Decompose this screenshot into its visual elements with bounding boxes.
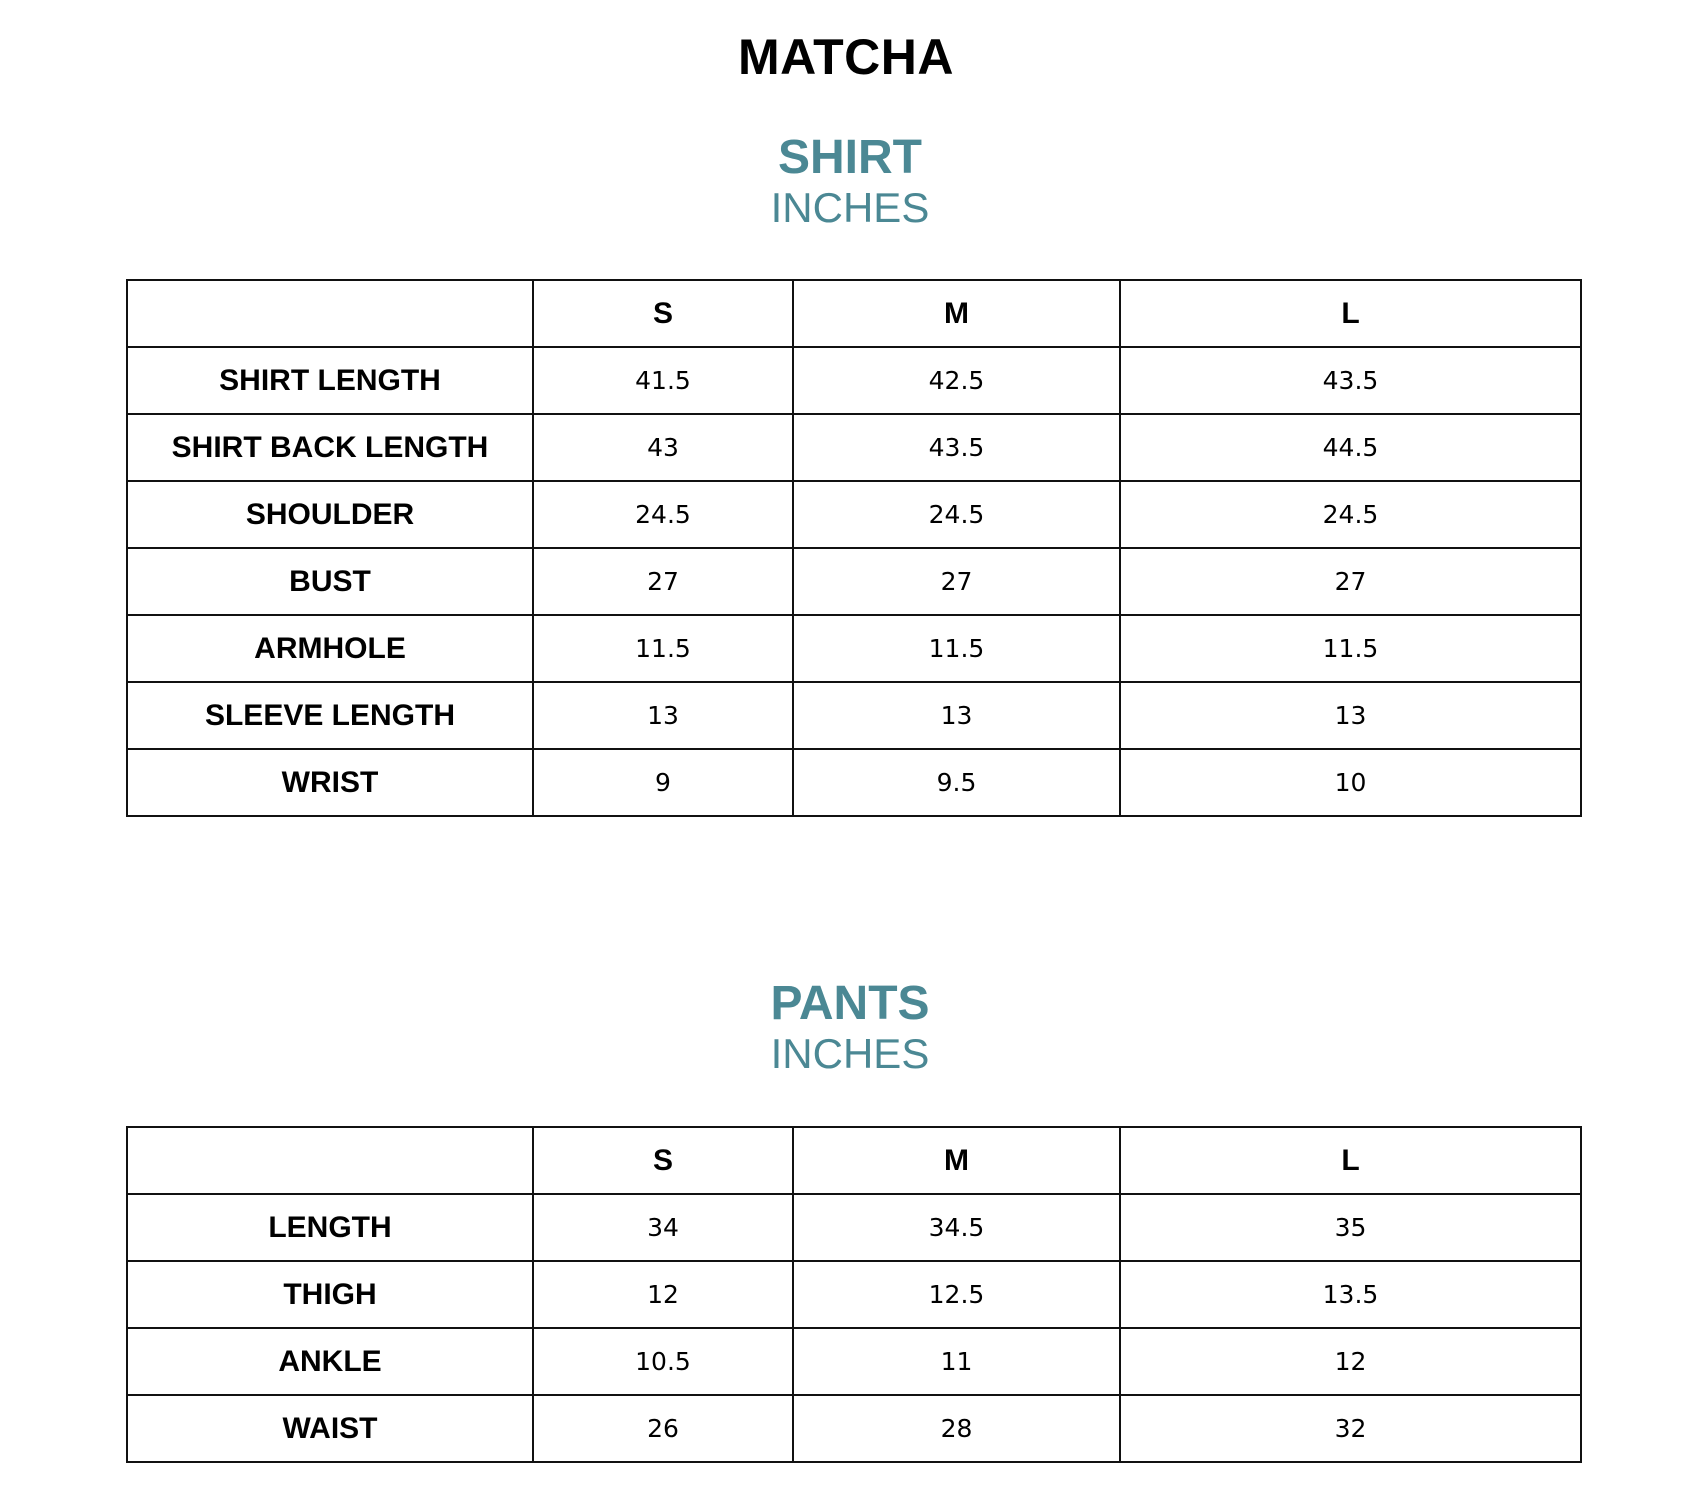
table-row <box>127 548 1581 615</box>
value-cell: 9 <box>533 749 793 816</box>
row-label: SLEEVE LENGTH <box>127 682 533 749</box>
value-cell: 12 <box>1120 1328 1581 1395</box>
value-cell: 11.5 <box>1120 615 1581 682</box>
size-header-m: M <box>793 1127 1120 1194</box>
value-cell: 9.5 <box>793 749 1120 816</box>
table-header-row <box>127 280 1581 347</box>
row-label: LENGTH <box>127 1194 533 1261</box>
value-cell: 24.5 <box>1120 481 1581 548</box>
corner-cell <box>127 1127 533 1194</box>
size-header-m: M <box>793 280 1120 347</box>
table-row <box>127 749 1581 816</box>
row-label: WRIST <box>127 749 533 816</box>
value-cell: 34.5 <box>793 1194 1120 1261</box>
value-cell: 24.5 <box>793 481 1120 548</box>
value-cell: 24.5 <box>533 481 793 548</box>
size-header-l: L <box>1120 1127 1581 1194</box>
size-header-s: S <box>533 1127 793 1194</box>
value-cell: 10.5 <box>533 1328 793 1395</box>
value-cell: 10 <box>1120 749 1581 816</box>
value-cell: 13 <box>533 682 793 749</box>
table-row <box>127 1395 1581 1462</box>
size-header-l: L <box>1120 280 1581 347</box>
shirt-section-title: SHIRT <box>778 131 922 184</box>
row-label: ARMHOLE <box>127 615 533 682</box>
value-cell: 12.5 <box>793 1261 1120 1328</box>
row-label: SHIRT BACK LENGTH <box>127 414 533 481</box>
row-label: ANKLE <box>127 1328 533 1395</box>
value-cell: 11.5 <box>533 615 793 682</box>
row-label: WAIST <box>127 1395 533 1462</box>
row-label: THIGH <box>127 1261 533 1328</box>
size-header-s: S <box>533 280 793 347</box>
value-cell: 43 <box>533 414 793 481</box>
value-cell: 42.5 <box>793 347 1120 414</box>
row-label: SHIRT LENGTH <box>127 347 533 414</box>
table-row <box>127 1328 1581 1395</box>
table-row <box>127 1261 1581 1328</box>
value-cell: 28 <box>793 1395 1120 1462</box>
shirt-size-table <box>126 279 1582 817</box>
shirt-unit-label: INCHES <box>770 184 930 231</box>
table-row <box>127 615 1581 682</box>
table-row <box>127 1194 1581 1261</box>
pants-section-title: PANTS <box>770 977 930 1030</box>
value-cell: 27 <box>1120 548 1581 615</box>
value-cell: 43.5 <box>1120 347 1581 414</box>
value-cell: 43.5 <box>793 414 1120 481</box>
value-cell: 13 <box>793 682 1120 749</box>
table-row <box>127 414 1581 481</box>
table-row <box>127 682 1581 749</box>
pants-size-table <box>126 1126 1582 1463</box>
pants-unit-label: INCHES <box>770 1030 930 1077</box>
table-row <box>127 347 1581 414</box>
value-cell: 32 <box>1120 1395 1581 1462</box>
row-label: BUST <box>127 548 533 615</box>
pants-section-header <box>0 978 1700 1078</box>
table-header-row <box>127 1127 1581 1194</box>
shirt-section-header <box>0 132 1700 232</box>
value-cell: 35 <box>1120 1194 1581 1261</box>
value-cell: 27 <box>793 548 1120 615</box>
value-cell: 11 <box>793 1328 1120 1395</box>
value-cell: 26 <box>533 1395 793 1462</box>
value-cell: 13 <box>1120 682 1581 749</box>
row-label: SHOULDER <box>127 481 533 548</box>
value-cell: 13.5 <box>1120 1261 1581 1328</box>
table-row <box>127 481 1581 548</box>
page-title: MATCHA <box>738 29 954 85</box>
value-cell: 12 <box>533 1261 793 1328</box>
value-cell: 41.5 <box>533 347 793 414</box>
value-cell: 34 <box>533 1194 793 1261</box>
value-cell: 27 <box>533 548 793 615</box>
value-cell: 44.5 <box>1120 414 1581 481</box>
corner-cell <box>127 280 533 347</box>
value-cell: 11.5 <box>793 615 1120 682</box>
